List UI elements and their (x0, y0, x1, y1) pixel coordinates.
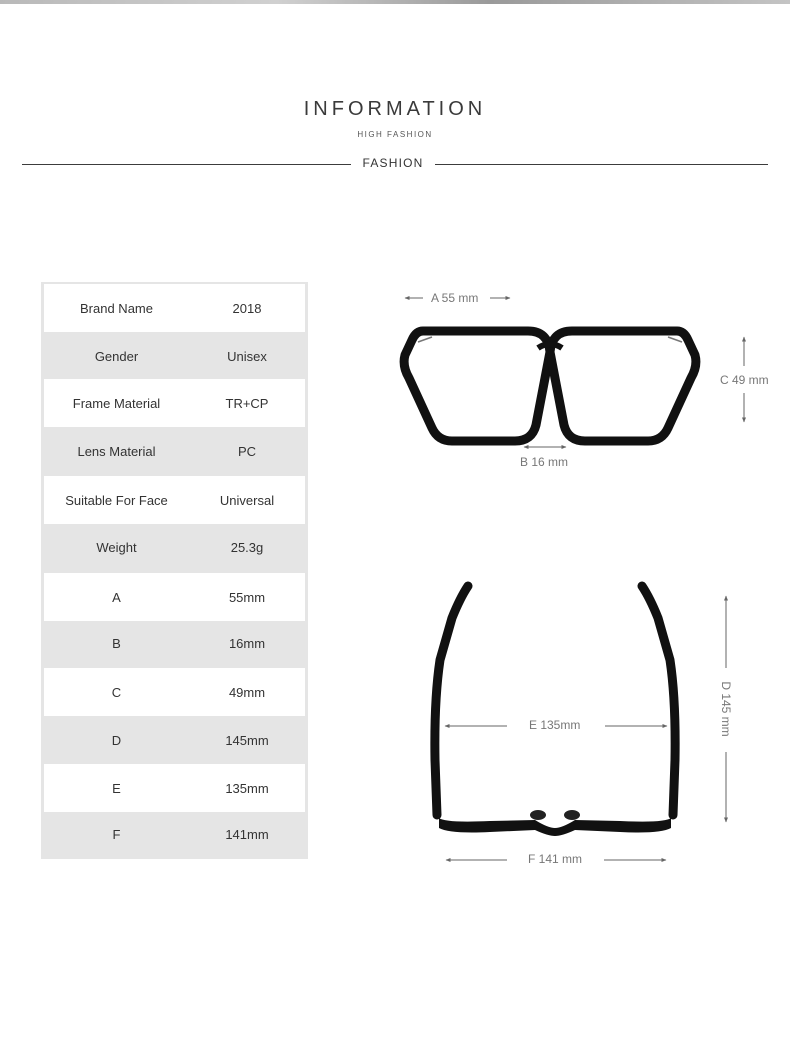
section-label: FASHION (362, 156, 424, 170)
spec-name: Weight (96, 539, 137, 555)
dimension-c-label: C 49 mm (720, 373, 769, 387)
dimension-f-label: F 141 mm (528, 852, 583, 866)
spec-name: D (111, 732, 122, 748)
spec-value: Unisex (227, 348, 267, 364)
spec-name: E (44, 764, 189, 812)
dimension-e-label: E 135mm (529, 718, 581, 732)
nose-pad-left (530, 810, 546, 820)
spec-value: 141mm (225, 826, 269, 842)
spec-value: 145mm (225, 732, 269, 748)
spec-value: TR+CP (189, 379, 305, 427)
left-temple-top (435, 586, 468, 815)
page-title: INFORMATION (303, 98, 487, 120)
left-lens-frame (404, 331, 550, 441)
spec-name: Lens Material (77, 443, 156, 459)
spec-value: PC (237, 443, 257, 459)
dimension-b-label: B 16 mm (520, 455, 569, 469)
dimension-a-label: A 55 mm (431, 291, 479, 305)
page-subtitle: HIGH FASHION (357, 130, 433, 139)
dimension-d-label: D 145 mm (719, 681, 733, 737)
spec-name: A (44, 573, 189, 621)
spec-name: Gender (94, 348, 139, 364)
spec-name: B (112, 635, 121, 651)
nose-pad-right (564, 810, 580, 820)
spec-name: Frame Material (44, 379, 189, 427)
spec-name: C (44, 668, 189, 716)
right-lens-frame (550, 331, 696, 441)
spec-value: 135mm (189, 764, 305, 812)
spec-name: Brand Name (44, 284, 189, 332)
spec-value: 55mm (189, 573, 305, 621)
spec-value: 16mm (228, 635, 266, 651)
front-rim-top (439, 818, 671, 836)
spec-value: 25.3g (230, 539, 264, 555)
spec-value: 49mm (189, 668, 305, 716)
spec-value: Universal (189, 476, 305, 524)
right-temple-top (642, 586, 675, 815)
glasses-front-view (404, 331, 696, 441)
spec-name: F (112, 826, 121, 842)
glasses-top-view (435, 586, 675, 836)
spec-name: Suitable For Face (44, 476, 189, 524)
spec-value: 2018 (189, 284, 305, 332)
